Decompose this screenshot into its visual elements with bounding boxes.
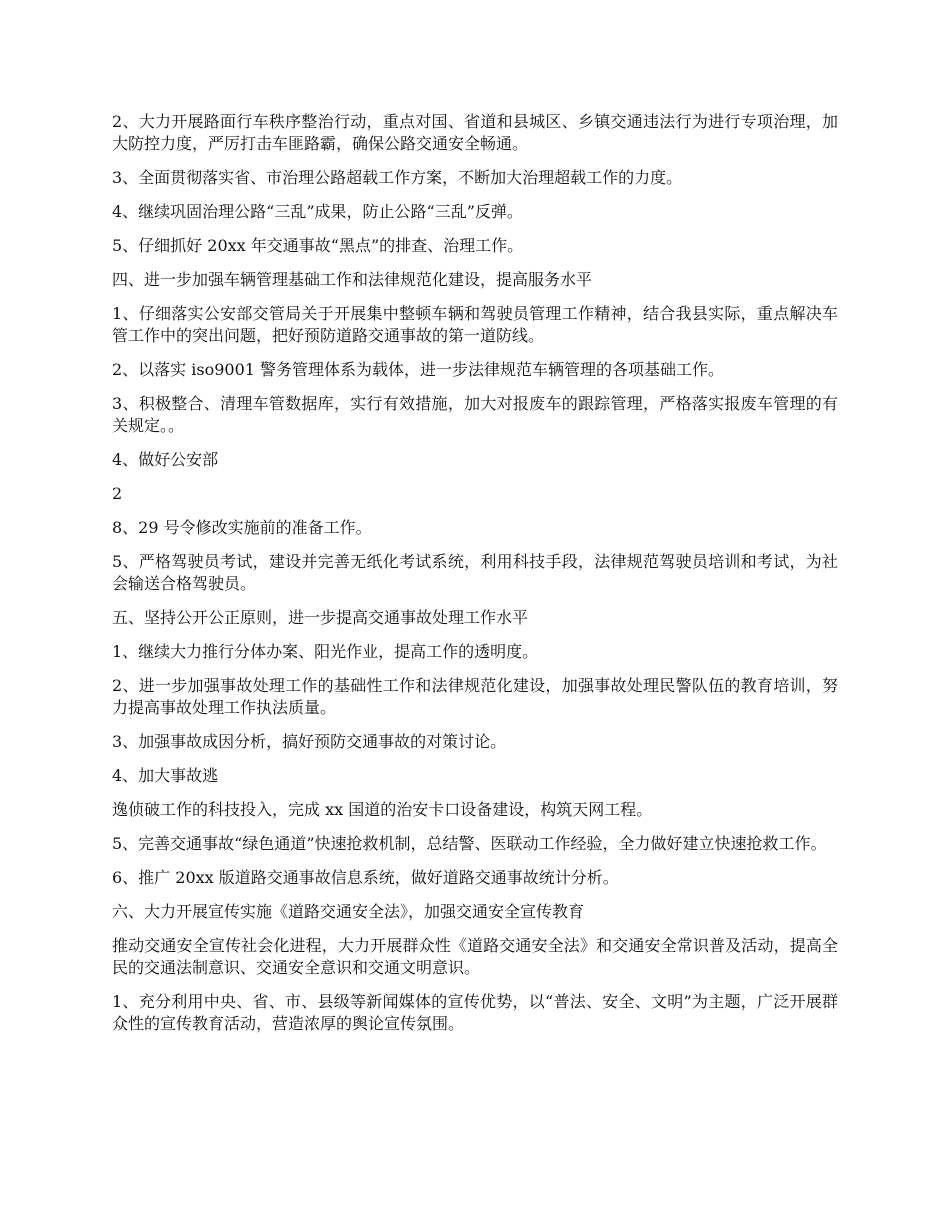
paragraph: 5、严格驾驶员考试，建设并完善无纸化考试系统，利用科技手段，法律规范驾驶员培训和考试，为社会输送合格驾驶员。: [112, 552, 838, 593]
paragraph: 3、加强事故成因分析，搞好预防交通事故的对策讨论。: [112, 732, 507, 751]
paragraph: 2、进一步加强事故处理工作的基础性工作和法律规范化建设，加强事故处理民警队伍的教育培训，努力提高事故处理工作执法质量。: [112, 676, 838, 717]
section-heading: 五、坚持公开公正原则，进一步提高交通事故处理工作水平: [112, 608, 529, 627]
paragraph: 3、全面贯彻落实省、市治理公路超载工作方案，不断加大治理超载工作的力度。: [112, 168, 683, 187]
paragraph: 2: [112, 484, 123, 503]
paragraph: 1、继续大力推行分体办案、阳光作业，提高工作的透明度。: [112, 642, 539, 661]
paragraph: 8、29 号令修改实施前的准备工作。: [112, 518, 372, 537]
paragraph: 逸侦破工作的科技投入，完成 xx 国道的治安卡口设备建设，构筑天网工程。: [112, 800, 653, 819]
paragraph: 4、加大事故逃: [112, 766, 219, 785]
paragraph: 5、完善交通事故“绿色通道”快速抢救机制，总结警、医联动工作经验，全力做好建立快速抢救工作。: [112, 834, 827, 853]
paragraph: 4、继续巩固治理公路“三乱”成果，防止公路“三乱”反弹。: [112, 202, 523, 221]
paragraph: 5、仔细抓好 20xx 年交通事故“黑点”的排查、治理工作。: [112, 236, 524, 255]
paragraph: 3、积极整合、清理车管数据库，实行有效措施，加大对报废车的跟踪管理，严格落实报废车管理的有关规定。。: [112, 394, 838, 435]
paragraph: 1、充分利用中央、省、市、县级等新闻媒体的宣传优势，以“普法、安全、文明”为主题，广泛开展群众性的宣传教育活动，营造浓厚的舆论宣传氛围。: [112, 992, 838, 1033]
paragraph: 6、推广 20xx 版道路交通事故信息系统，做好道路交通事故统计分析。: [112, 868, 619, 887]
paragraph: 2、以落实 iso9001 警务管理体系为载体，进一步法律规范车辆管理的各项基础工作。: [112, 360, 725, 379]
section-heading: 四、进一步加强车辆管理基础工作和法律规范化建设，提高服务水平: [112, 270, 593, 289]
section-heading: 六、大力开展宣传实施《道路交通安全法》，加强交通安全宣传教育: [112, 902, 585, 921]
paragraph: 4、做好公安部: [112, 450, 219, 469]
document-page: [112, 111, 838, 1047]
paragraph: 推动交通安全宣传社会化进程，大力开展群众性《道路交通安全法》和交通安全常识普及活动，提高全民的交通法制意识、交通安全意识和交通文明意识。: [112, 936, 838, 977]
paragraph: 2、大力开展路面行车秩序整治行动，重点对国、省道和县城区、乡镇交通违法行为进行专项治理，加大防控力度，严厉打击车匪路霸，确保公路交通安全畅通。: [112, 112, 838, 153]
paragraph: 1、仔细落实公安部交管局关于开展集中整顿车辆和驾驶员管理工作精神，结合我县实际，重点解决车管工作中的突出问题，把好预防道路交通事故的第一道防线。: [112, 304, 838, 345]
